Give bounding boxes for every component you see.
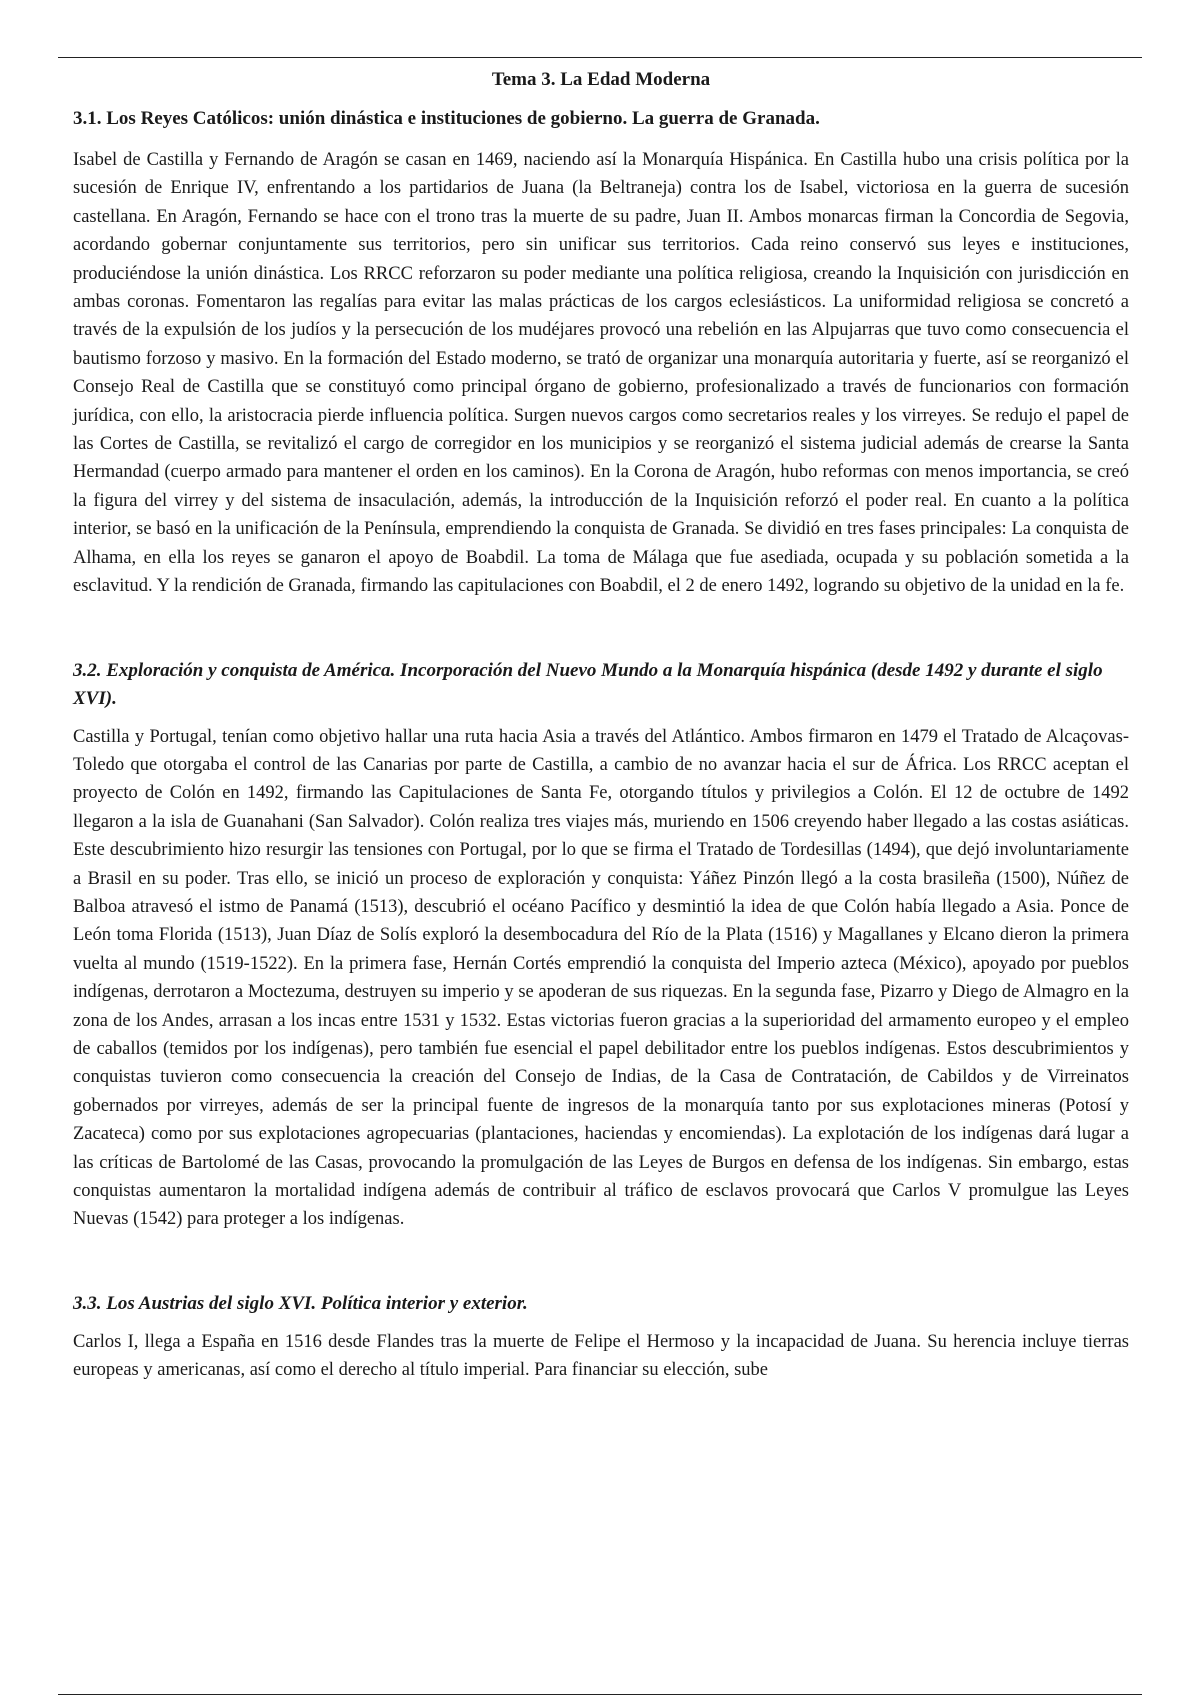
section-heading-3-2: 3.2. Exploración y conquista de América. Incorporación del Nuevo Mundo a la Monarquía hispánica (desde 1492 y durante el siglo XVI). [73, 659, 1103, 709]
bottom-rule [58, 1694, 1142, 1695]
section-heading-3-3: 3.3. Los Austrias del siglo XVI. Política interior y exterior. [73, 1292, 528, 1314]
top-rule [58, 57, 1142, 58]
section-body-3-3: Carlos I, llega a España en 1516 desde Flandes tras la muerte de Felipe el Hermoso y la incapacidad de Juana. Su herencia incluye tierras europeas y americanas, así como el derecho al título imperial. Para financiar su elección, sube [73, 1331, 1129, 1381]
section-body-3-2: Castilla y Portugal, tenían como objetivo hallar una ruta hacia Asia a través del Atlántico. Ambos firmaron en 1479 el Tratado de Alcaçovas-Toledo que otorgaba el control de las Canarias por parte de Castilla, a cambio de no avanzar hacia el sur de África. Los RRCC aceptan el proyecto de Colón en 1492, firmando las Capitulaciones de Santa Fe, otorgando títulos y privilegios a Colón. El 12 de octubre de 1492 llegaron a la isla de Guanahani (San Salvador). Colón realiza tres viajes más, muriendo en 1506 creyendo haber llegado a las costas asiáticas. Este descubrimiento hizo resurgir las tensiones con Portugal, por lo que se firma el Tratado de Tordesillas (1494), que dejó involuntariamente a Brasil en su poder. Tras ello, se inició un proceso de exploración y conquista: Yáñez Pinzón llegó a la costa brasileña (1500), Núñez de Balboa atravesó el istmo de Panamá (1513), descubrió el océano Pacífico y desmintió la idea de que Colón había llegado a Asia. Ponce de León toma Florida (1513), Juan Díaz de Solís exploró la desembocadura del Río de la Plata (1516) y Magallanes y Elcano dieron la primera vuelta al mundo (1519-1522). En la primera fase, Hernán Cortés emprendió la conquista del Imperio azteca (México), apoyado por pueblos indígenas, derrotaron a Moctezuma, destruyen su imperio y se apoderan de sus riquezas. En la segunda fase, Pizarro y Diego de Almagro en la zona de los Andes, arrasan a los incas entre 1531 y 1532. Estas victorias fueron gracias a la superioridad del armamento europeo y el empleo de caballos (temidos por los indígenas), pero también fue esencial el papel debilitador entre los pueblos indígenas. Estos descubrimientos y conquistas tuvieron como consecuencia la creación del Consejo de Indias, de la Casa de Contratación, de Cabildos y de Virreinatos gobernados por virreyes, además de ser la principal fuente de ingresos de la monarquía tanto por sus explotaciones mineras (Potosí y Zacateca) como por sus explotaciones agropecuarias (plantaciones, haciendas y encomiendas). La explotación de los indígenas dará lugar a las críticas de Bartolomé de las Casas, provocando la promulgación de las Leyes de Burgos en defensa de los indígenas. Sin embargo, estas conquistas aumentaron la mortalidad indígena además de contribuir al tráfico de esclavos provocará que Carlos V promulgue las Leyes Nuevas (1542) para proteger a los indígenas. [73, 726, 1129, 1230]
document-page [73, 68, 1129, 1385]
document-title: Tema 3. La Edad Moderna [491, 69, 711, 90]
section-body-3-1: Isabel de Castilla y Fernando de Aragón se casan en 1469, naciendo así la Monarquía Hispánica. En Castilla hubo una crisis política por la sucesión de Enrique IV, enfrentando a los partidarios de Juana (la Beltraneja) contra los de Isabel, victoriosa en la guerra de sucesión castellana. En Aragón, Fernando se hace con el trono tras la muerte de su padre, Juan II. Ambos monarcas firman la Concordia de Segovia, acordando gobernar conjuntamente sus territorios, pero sin unificar sus territorios. Cada reino conservó sus leyes e instituciones, produciéndose la unión dinástica. Los RRCC reforzaron su poder mediante una política religiosa, creando la Inquisición con jurisdicción en ambas coronas. Fomentaron las regalías para evitar las malas prácticas de los cargos eclesiásticos. La uniformidad religiosa se concretó a través de la expulsión de los judíos y la persecución de los mudéjares provocó una rebelión en las Alpujarras que tuvo como consecuencia el bautismo forzoso y masivo. En la formación del Estado moderno, se trató de organizar una monarquía autoritaria y fuerte, así se reorganizó el Consejo Real de Castilla que se constituyó como principal órgano de gobierno, profesionalizado a través de funcionarios con formación jurídica, con ello, la aristocracia pierde influencia política. Surgen nuevos cargos como secretarios reales y los virreyes. Se redujo el papel de las Cortes de Castilla, se revitalizó el cargo de corregidor en los municipios y se reorganizó el sistema judicial además de crearse la Santa Hermandad (cuerpo armado para mantener el orden en los caminos). En la Corona de Aragón, hubo reformas con menos importancia, se creó la figura del virrey y del sistema de insaculación, además, la introducción de la Inquisición reforzó el poder real. En cuanto a la política interior, se basó en la unificación de la Península, emprendiendo la conquista de Granada. Se dividió en tres fases principales: La conquista de Alhama, en ella los reyes se ganaron el apoyo de Boabdil. La toma de Málaga que fue asediada, ocupada y su población sometida a la esclavitud. Y la rendición de Granada, firmando las capitulaciones con Boabdil, el 2 de enero 1492, logrando su objetivo de la unidad en la fe. [73, 150, 1129, 597]
section-heading-3-1: 3.1. Los Reyes Católicos: unión dinástica e instituciones de gobierno. La guerra de Granada. [73, 108, 820, 129]
